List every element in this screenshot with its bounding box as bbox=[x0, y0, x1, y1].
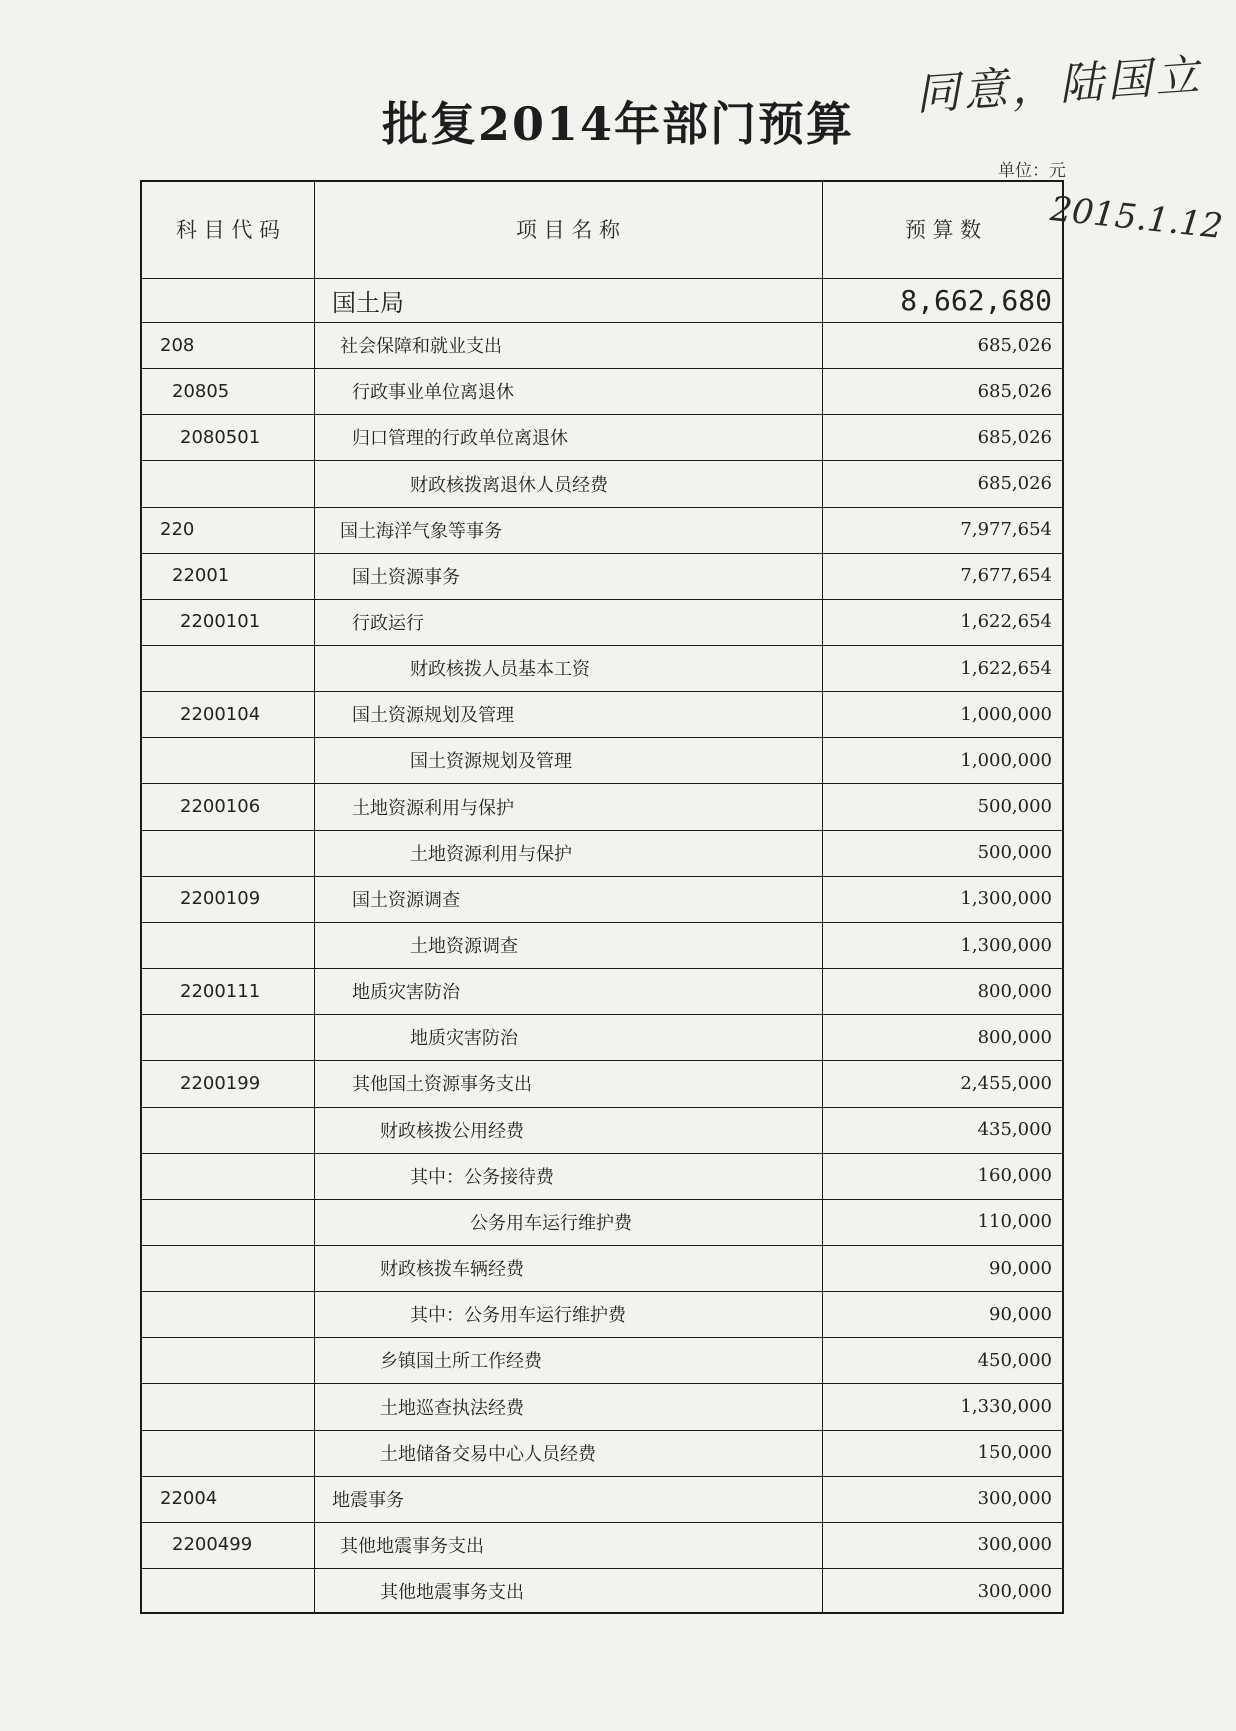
cell-name: 归口管理的行政单位离退休 bbox=[352, 428, 568, 450]
cell-code: 2200109 bbox=[180, 888, 261, 910]
cell-code bbox=[160, 1199, 310, 1245]
cell-name: 国土局 bbox=[332, 288, 404, 317]
cell-name: 地震事务 bbox=[332, 1489, 404, 1511]
cell-amount: 1,000,000 bbox=[960, 703, 1052, 725]
cell-amount: 800,000 bbox=[977, 1026, 1052, 1048]
cell-name: 社会保障和就业支出 bbox=[340, 336, 502, 358]
cell-name: 财政核拨车辆经费 bbox=[380, 1259, 524, 1281]
cell-name: 其他地震事务支出 bbox=[340, 1535, 484, 1557]
cell-code: 22004 bbox=[160, 1488, 218, 1510]
header-code: 科 目 代 码 bbox=[175, 218, 281, 242]
cell-amount: 300,000 bbox=[977, 1488, 1052, 1510]
cell-name: 国土资源规划及管理 bbox=[352, 705, 514, 727]
header-name: 项 目 名 称 bbox=[515, 218, 621, 242]
cell-code bbox=[160, 1014, 310, 1060]
cell-code bbox=[160, 1153, 310, 1199]
table-row bbox=[142, 1199, 1062, 1246]
cell-code bbox=[160, 1383, 310, 1429]
cell-name: 国土海洋气象等事务 bbox=[340, 520, 502, 542]
table-row bbox=[142, 784, 1062, 831]
table-row bbox=[142, 1107, 1062, 1154]
table-row bbox=[142, 553, 1062, 600]
table-row bbox=[142, 414, 1062, 461]
table-row bbox=[142, 1430, 1062, 1477]
table-row bbox=[142, 368, 1062, 415]
cell-name: 公务用车运行维护费 bbox=[470, 1212, 632, 1234]
cell-amount: 7,677,654 bbox=[960, 565, 1052, 587]
table-row bbox=[142, 1060, 1062, 1107]
cell-amount: 2,455,000 bbox=[960, 1072, 1052, 1094]
cell-name: 行政事业单位离退休 bbox=[352, 382, 514, 404]
cell-name: 地质灾害防治 bbox=[352, 982, 460, 1004]
cell-amount: 685,026 bbox=[977, 334, 1052, 356]
cell-name: 财政核拨离退休人员经费 bbox=[410, 474, 608, 496]
table-row bbox=[142, 1153, 1062, 1200]
cell-code bbox=[160, 1337, 310, 1383]
cell-name: 财政核拨公用经费 bbox=[380, 1120, 524, 1142]
table-row bbox=[142, 1245, 1062, 1292]
table-row bbox=[142, 1568, 1062, 1614]
cell-name: 国土资源规划及管理 bbox=[410, 751, 572, 773]
cell-amount: 500,000 bbox=[977, 796, 1052, 818]
cell-name: 国土资源调查 bbox=[352, 889, 460, 911]
handwritten-date: 2015.1.12 bbox=[1048, 189, 1225, 247]
cell-code: 2080501 bbox=[180, 426, 261, 448]
table-row bbox=[142, 1476, 1062, 1523]
cell-code: 2200106 bbox=[180, 796, 261, 818]
cell-name: 土地资源利用与保护 bbox=[352, 797, 514, 819]
table-row bbox=[142, 645, 1062, 692]
cell-code: 208 bbox=[160, 334, 195, 356]
cell-code bbox=[160, 460, 310, 506]
cell-amount: 7,977,654 bbox=[960, 519, 1052, 541]
cell-code: 20805 bbox=[172, 380, 230, 402]
table-row bbox=[142, 1522, 1062, 1569]
cell-amount: 300,000 bbox=[977, 1534, 1052, 1556]
cell-amount: 1,622,654 bbox=[960, 657, 1052, 679]
cell-code: 2200101 bbox=[180, 611, 261, 633]
cell-name: 行政运行 bbox=[352, 612, 424, 634]
cell-code bbox=[160, 1568, 310, 1614]
table-row bbox=[142, 922, 1062, 969]
cell-amount: 500,000 bbox=[977, 842, 1052, 864]
cell-amount: 800,000 bbox=[977, 980, 1052, 1002]
table-row bbox=[142, 507, 1062, 554]
cell-amount: 1,000,000 bbox=[960, 749, 1052, 771]
table-row bbox=[142, 599, 1062, 646]
cell-amount: 685,026 bbox=[977, 473, 1052, 494]
cell-name: 地质灾害防治 bbox=[410, 1028, 518, 1050]
cell-amount: 90,000 bbox=[989, 1257, 1052, 1279]
cell-name: 土地巡查执法经费 bbox=[380, 1397, 524, 1419]
cell-code bbox=[160, 1430, 310, 1476]
cell-name: 其中：公务接待费 bbox=[410, 1166, 554, 1188]
table-row bbox=[142, 322, 1062, 369]
column-divider bbox=[314, 182, 315, 1612]
table-row bbox=[142, 737, 1062, 784]
table-row bbox=[142, 1383, 1062, 1430]
cell-amount: 1,330,000 bbox=[960, 1396, 1052, 1417]
cell-code bbox=[160, 737, 310, 783]
table-row bbox=[142, 460, 1062, 507]
cell-amount: 435,000 bbox=[977, 1119, 1052, 1141]
cell-code: 2200199 bbox=[180, 1072, 261, 1094]
cell-amount: 685,026 bbox=[977, 380, 1052, 402]
cell-amount: 1,300,000 bbox=[960, 934, 1052, 956]
cell-code: 2200104 bbox=[180, 703, 261, 725]
cell-amount: 160,000 bbox=[977, 1165, 1052, 1187]
cell-name: 土地资源调查 bbox=[410, 936, 518, 957]
header-amount: 预 算 数 bbox=[904, 218, 982, 242]
document-title: 批复2014年部门预算 bbox=[381, 97, 855, 151]
table-header-row bbox=[142, 182, 1062, 279]
table-row bbox=[142, 968, 1062, 1015]
cell-name: 国土资源事务 bbox=[352, 566, 460, 588]
cell-code: 22001 bbox=[172, 565, 230, 587]
cell-amount: 90,000 bbox=[989, 1303, 1052, 1325]
unit-label: 单位：元 bbox=[998, 161, 1066, 181]
cell-name: 乡镇国土所工作经费 bbox=[380, 1351, 542, 1373]
cell-amount: 1,300,000 bbox=[960, 888, 1052, 910]
cell-code bbox=[160, 830, 310, 876]
handwritten-approval-note: 同意，陆国立 bbox=[913, 49, 1205, 121]
cell-name: 其中：公务用车运行维护费 bbox=[410, 1305, 626, 1327]
cell-code bbox=[160, 278, 310, 322]
cell-name: 其他地震事务支出 bbox=[380, 1582, 524, 1604]
table-row bbox=[142, 1014, 1062, 1061]
table-row bbox=[142, 1291, 1062, 1338]
column-divider bbox=[822, 182, 823, 1612]
cell-amount: 450,000 bbox=[977, 1349, 1052, 1371]
table-row bbox=[142, 830, 1062, 877]
cell-code bbox=[160, 1291, 310, 1337]
table-row bbox=[142, 691, 1062, 738]
cell-code bbox=[160, 1107, 310, 1153]
cell-amount: 300,000 bbox=[977, 1580, 1052, 1602]
cell-amount: 685,026 bbox=[977, 426, 1052, 448]
cell-code bbox=[160, 922, 310, 968]
cell-amount: 150,000 bbox=[977, 1442, 1052, 1464]
cell-code bbox=[160, 645, 310, 691]
table-row bbox=[142, 1337, 1062, 1384]
cell-name: 土地资源利用与保护 bbox=[410, 843, 572, 865]
table-row-total bbox=[142, 278, 1062, 323]
cell-code bbox=[160, 1245, 310, 1291]
budget-table bbox=[140, 180, 1064, 1614]
cell-name: 其他国土资源事务支出 bbox=[352, 1074, 532, 1096]
cell-amount: 8,662,680 bbox=[900, 283, 1052, 317]
cell-code: 220 bbox=[160, 519, 195, 541]
cell-name: 土地储备交易中心人员经费 bbox=[380, 1443, 596, 1465]
cell-name: 财政核拨人员基本工资 bbox=[410, 659, 590, 681]
cell-amount: 110,000 bbox=[977, 1211, 1052, 1233]
table-row bbox=[142, 876, 1062, 923]
cell-code: 2200499 bbox=[172, 1534, 253, 1556]
cell-amount: 1,622,654 bbox=[960, 611, 1052, 633]
cell-code: 2200111 bbox=[180, 980, 261, 1002]
